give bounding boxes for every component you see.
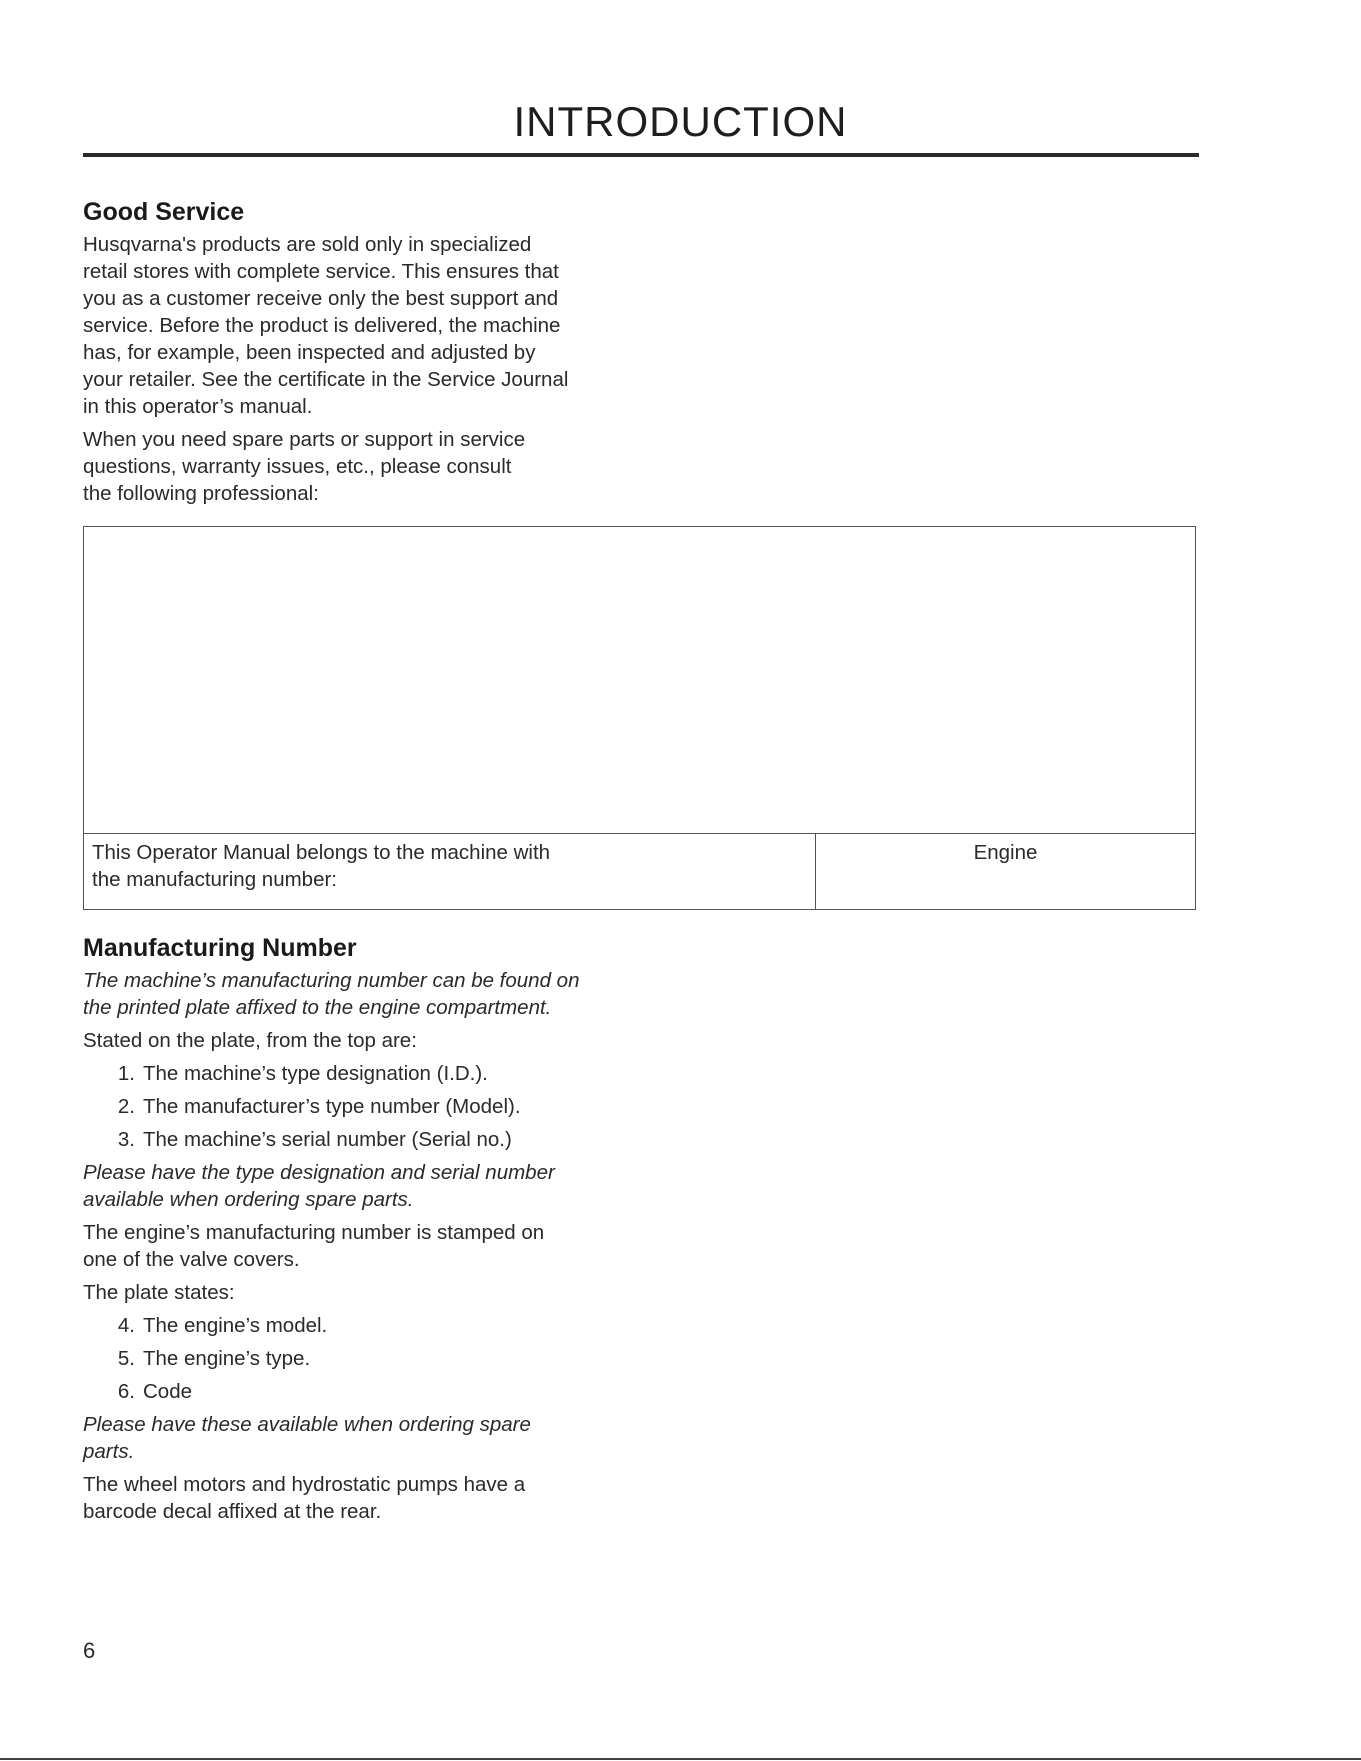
text-line: questions, warranty issues, etc., please consult — [83, 455, 512, 478]
text-line: your retailer. See the certificate in the Service Journal — [83, 368, 569, 391]
text-line: has, for example, been inspected and adjusted by — [83, 341, 536, 364]
good-service-paragraph-2 — [83, 426, 643, 507]
list-text: The engine’s model. — [143, 1314, 328, 1337]
text-line: Please have the type designation and serial number — [83, 1161, 555, 1184]
dealer-box — [83, 526, 1196, 910]
stated-text: Stated on the plate, from the top are: — [83, 1029, 417, 1052]
text-line: This Operator Manual belongs to the machine with — [92, 841, 551, 864]
list-number: 1. — [117, 1062, 135, 1085]
text-line: The machine’s manufacturing number can be found on — [83, 969, 580, 992]
list-text: Code — [143, 1380, 193, 1403]
text-line: the following professional: — [83, 482, 319, 505]
manufacturing-number-intro — [83, 967, 643, 1021]
list-text: The engine’s type. — [143, 1347, 311, 1370]
text-line: in this operator’s manual. — [83, 395, 313, 418]
list-item — [83, 1312, 643, 1339]
list-number: 2. — [117, 1095, 135, 1118]
text-line: the manufacturing number: — [92, 868, 337, 891]
plate-states-text: The plate states: — [83, 1281, 235, 1304]
list-number: 3. — [117, 1128, 135, 1151]
barcode-paragraph — [83, 1471, 643, 1525]
engine-cell: Engine — [973, 841, 1038, 864]
text-line: one of the valve covers. — [83, 1248, 300, 1271]
text-line: Husqvarna's products are sold only in specialized — [83, 233, 532, 256]
good-service-section — [83, 198, 643, 513]
list-item — [83, 1060, 643, 1087]
engine-number-paragraph — [83, 1219, 643, 1273]
manufacturing-number-heading: Manufacturing Number — [83, 934, 357, 962]
box-divider — [84, 833, 1195, 834]
engine-items-list — [83, 1312, 643, 1405]
list-number: 6. — [117, 1380, 135, 1403]
list-number: 5. — [117, 1347, 135, 1370]
title-rule — [83, 153, 1199, 157]
plate-items-list — [83, 1060, 643, 1153]
list-text: The machine’s type designation (I.D.). — [143, 1062, 488, 1085]
list-text: The machine’s serial number (Serial no.) — [143, 1128, 512, 1151]
engine-ordering-note — [83, 1411, 643, 1465]
good-service-heading: Good Service — [83, 198, 245, 226]
text-line: retail stores with complete service. This ensures that — [83, 260, 559, 283]
text-line: parts. — [83, 1440, 135, 1463]
page-title: INTRODUCTION — [513, 98, 848, 145]
text-line: available when ordering spare parts. — [83, 1188, 414, 1211]
manufacturing-number-section — [83, 934, 643, 1531]
machine-number-cell — [92, 839, 792, 893]
bottom-rule — [0, 1758, 1361, 1760]
list-text: The manufacturer’s type number (Model). — [143, 1095, 521, 1118]
text-line: service. Before the product is delivered, the machine — [83, 314, 561, 337]
list-item — [83, 1126, 643, 1153]
text-line: The engine’s manufacturing number is stamped on — [83, 1221, 545, 1244]
ordering-note — [83, 1159, 643, 1213]
text-line: When you need spare parts or support in service — [83, 428, 526, 451]
text-line: Please have these available when ordering spare — [83, 1413, 531, 1436]
list-number: 4. — [117, 1314, 135, 1337]
page-number: 6 — [83, 1638, 96, 1663]
good-service-paragraph-1 — [83, 231, 643, 420]
text-line: The wheel motors and hydrostatic pumps have a — [83, 1473, 526, 1496]
list-item — [83, 1378, 643, 1405]
text-line: you as a customer receive only the best support and — [83, 287, 559, 310]
list-item — [83, 1345, 643, 1372]
list-item — [83, 1093, 643, 1120]
text-line: barcode decal affixed at the rear. — [83, 1500, 382, 1523]
text-line: the printed plate affixed to the engine compartment. — [83, 996, 552, 1019]
